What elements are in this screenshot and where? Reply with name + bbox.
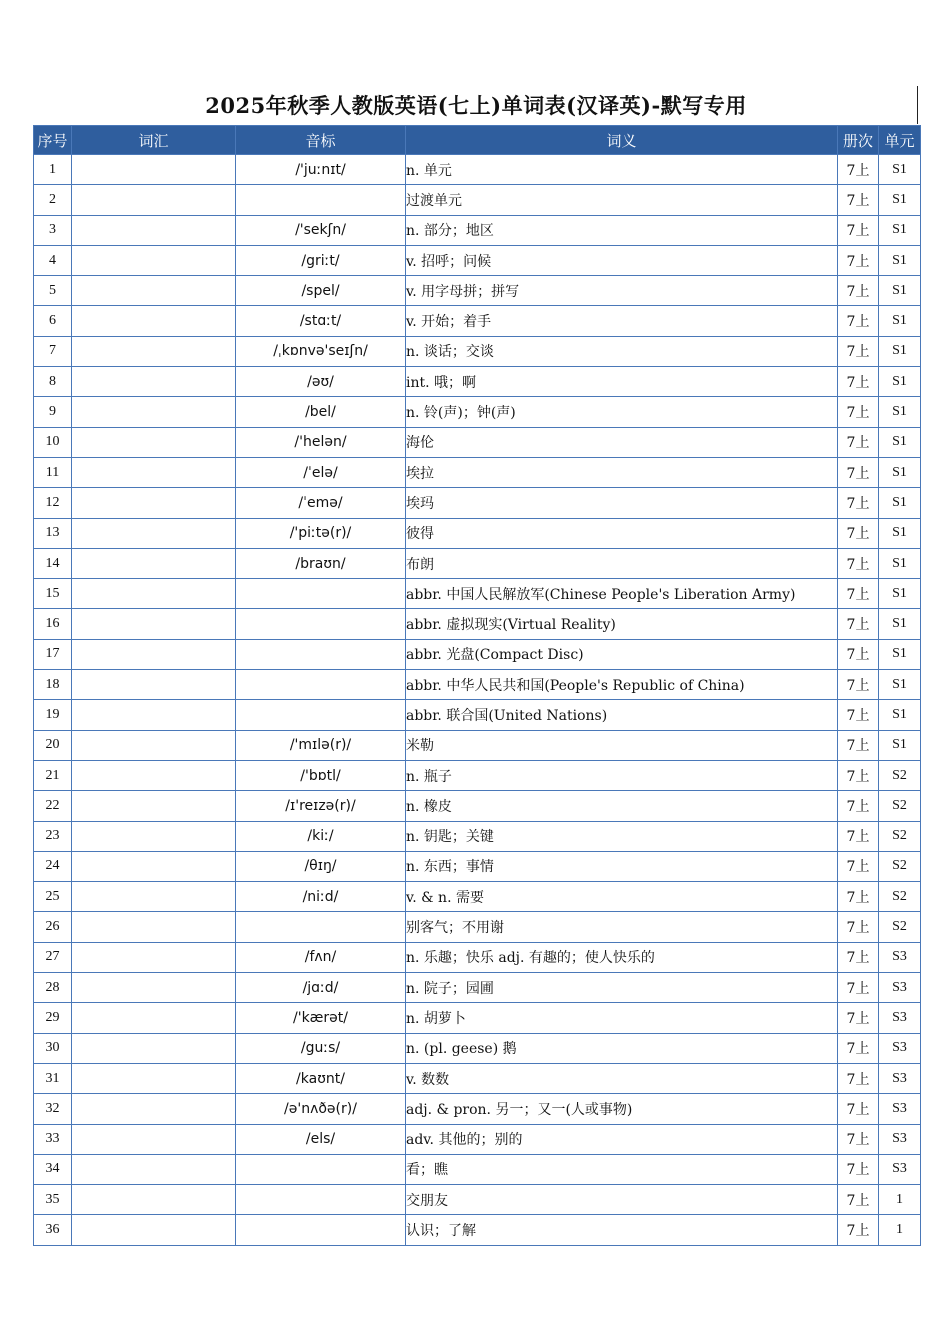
- book-cell: 7上: [838, 488, 879, 518]
- unit-cell: 1: [879, 1215, 921, 1245]
- meaning-cell: n. 单元: [406, 155, 838, 185]
- word-answer-cell[interactable]: [72, 760, 236, 790]
- book-cell: 7上: [838, 821, 879, 851]
- book-cell: 7上: [838, 791, 879, 821]
- book-cell: 7上: [838, 851, 879, 881]
- phonetic-cell: /guːs/: [236, 1033, 406, 1063]
- book-cell: 7上: [838, 397, 879, 427]
- table-row: [34, 639, 921, 669]
- book-cell: 7上: [838, 215, 879, 245]
- unit-cell: S3: [879, 942, 921, 972]
- unit-cell: S2: [879, 912, 921, 942]
- phonetic-cell: [236, 1154, 406, 1184]
- book-cell: 7上: [838, 427, 879, 457]
- title-divider: [917, 86, 918, 124]
- phonetic-cell: /'helən/: [236, 427, 406, 457]
- unit-cell: S1: [879, 306, 921, 336]
- meaning-cell: abbr. 虚拟现实(Virtual Reality): [406, 609, 838, 639]
- phonetic-cell: /braʊn/: [236, 548, 406, 578]
- unit-cell: S1: [879, 579, 921, 609]
- word-answer-cell[interactable]: [72, 882, 236, 912]
- row-number: 19: [34, 700, 72, 730]
- unit-cell: S1: [879, 215, 921, 245]
- unit-cell: S3: [879, 1154, 921, 1184]
- phonetic-cell: [236, 579, 406, 609]
- word-answer-cell[interactable]: [72, 942, 236, 972]
- unit-cell: S1: [879, 700, 921, 730]
- unit-cell: S1: [879, 336, 921, 366]
- phonetic-cell: /bel/: [236, 397, 406, 427]
- unit-cell: S1: [879, 367, 921, 397]
- meaning-cell: n. 瓶子: [406, 760, 838, 790]
- row-number: 10: [34, 427, 72, 457]
- table-row: [34, 973, 921, 1003]
- word-answer-cell[interactable]: [72, 397, 236, 427]
- unit-cell: S1: [879, 457, 921, 487]
- unit-cell: S1: [879, 488, 921, 518]
- unit-cell: S1: [879, 185, 921, 215]
- meaning-cell: n. 部分；地区: [406, 215, 838, 245]
- table-row: [34, 579, 921, 609]
- phonetic-cell: /fʌn/: [236, 942, 406, 972]
- table-row: [34, 670, 921, 700]
- meaning-cell: 米勒: [406, 730, 838, 760]
- table-row: [34, 821, 921, 851]
- word-answer-cell[interactable]: [72, 639, 236, 669]
- phonetic-cell: /kiː/: [236, 821, 406, 851]
- table-row: [34, 760, 921, 790]
- meaning-cell: abbr. 联合国(United Nations): [406, 700, 838, 730]
- word-answer-cell[interactable]: [72, 851, 236, 881]
- meaning-cell: abbr. 中华人民共和国(People's Republic of China): [406, 670, 838, 700]
- row-number: 13: [34, 518, 72, 548]
- book-cell: 7上: [838, 548, 879, 578]
- row-number: 1: [34, 155, 72, 185]
- book-cell: 7上: [838, 730, 879, 760]
- phonetic-cell: /ˈelə/: [236, 457, 406, 487]
- meaning-cell: v. & n. 需要: [406, 882, 838, 912]
- phonetic-cell: /ˌkɒnvə'seɪʃn/: [236, 336, 406, 366]
- word-answer-cell[interactable]: [72, 1124, 236, 1154]
- meaning-cell: n. 乐趣；快乐 adj. 有趣的；使人快乐的: [406, 942, 838, 972]
- row-number: 2: [34, 185, 72, 215]
- book-cell: 7上: [838, 1094, 879, 1124]
- word-answer-cell[interactable]: [72, 700, 236, 730]
- row-number: 33: [34, 1124, 72, 1154]
- table-row: [34, 1154, 921, 1184]
- phonetic-cell: /'mɪlə(r)/: [236, 730, 406, 760]
- row-number: 21: [34, 760, 72, 790]
- book-cell: 7上: [838, 579, 879, 609]
- row-number: 16: [34, 609, 72, 639]
- phonetic-cell: /'juːnɪt/: [236, 155, 406, 185]
- table-row: [34, 185, 921, 215]
- header-word: 词汇: [72, 126, 236, 155]
- table-row: [34, 730, 921, 760]
- book-cell: 7上: [838, 1003, 879, 1033]
- meaning-cell: 海伦: [406, 427, 838, 457]
- table-row: [34, 245, 921, 275]
- meaning-cell: adv. 其他的；别的: [406, 1124, 838, 1154]
- book-cell: 7上: [838, 518, 879, 548]
- phonetic-cell: /kaʊnt/: [236, 1063, 406, 1093]
- unit-cell: S1: [879, 245, 921, 275]
- book-cell: 7上: [838, 882, 879, 912]
- meaning-cell: n. 胡萝卜: [406, 1003, 838, 1033]
- book-cell: 7上: [838, 639, 879, 669]
- meaning-cell: 别客气；不用谢: [406, 912, 838, 942]
- row-number: 14: [34, 548, 72, 578]
- phonetic-cell: /niːd/: [236, 882, 406, 912]
- meaning-cell: n. 橡皮: [406, 791, 838, 821]
- phonetic-cell: /ˈemə/: [236, 488, 406, 518]
- phonetic-cell: /spel/: [236, 276, 406, 306]
- phonetic-cell: /'piːtə(r)/: [236, 518, 406, 548]
- word-answer-cell[interactable]: [72, 215, 236, 245]
- row-number: 9: [34, 397, 72, 427]
- row-number: 6: [34, 306, 72, 336]
- row-number: 27: [34, 942, 72, 972]
- word-answer-cell[interactable]: [72, 367, 236, 397]
- row-number: 26: [34, 912, 72, 942]
- phonetic-cell: [236, 185, 406, 215]
- phonetic-cell: [236, 639, 406, 669]
- book-cell: 7上: [838, 336, 879, 366]
- row-number: 4: [34, 245, 72, 275]
- table-row: [34, 700, 921, 730]
- table-row: [34, 882, 921, 912]
- row-number: 36: [34, 1215, 72, 1245]
- word-answer-cell[interactable]: [72, 609, 236, 639]
- phonetic-cell: /stɑːt/: [236, 306, 406, 336]
- word-answer-cell[interactable]: [72, 1215, 236, 1245]
- book-cell: 7上: [838, 1033, 879, 1063]
- phonetic-cell: /'sekʃn/: [236, 215, 406, 245]
- book-cell: 7上: [838, 973, 879, 1003]
- table-row: [34, 518, 921, 548]
- meaning-cell: 布朗: [406, 548, 838, 578]
- vocabulary-table: [33, 125, 921, 1246]
- row-number: 18: [34, 670, 72, 700]
- table-row: [34, 215, 921, 245]
- table-row: [34, 1094, 921, 1124]
- word-answer-cell[interactable]: [72, 306, 236, 336]
- word-answer-cell[interactable]: [72, 276, 236, 306]
- table-row: [34, 488, 921, 518]
- unit-cell: S2: [879, 882, 921, 912]
- unit-cell: S1: [879, 155, 921, 185]
- book-cell: 7上: [838, 609, 879, 639]
- book-cell: 7上: [838, 1124, 879, 1154]
- row-number: 7: [34, 336, 72, 366]
- word-answer-cell[interactable]: [72, 1063, 236, 1093]
- row-number: 29: [34, 1003, 72, 1033]
- row-number: 11: [34, 457, 72, 487]
- book-cell: 7上: [838, 1185, 879, 1215]
- meaning-cell: n. 院子；园圃: [406, 973, 838, 1003]
- word-answer-cell[interactable]: [72, 1154, 236, 1184]
- book-cell: 7上: [838, 367, 879, 397]
- word-answer-cell[interactable]: [72, 457, 236, 487]
- unit-cell: S2: [879, 760, 921, 790]
- book-cell: 7上: [838, 670, 879, 700]
- table-row: [34, 609, 921, 639]
- table-header-row: [34, 126, 921, 155]
- word-answer-cell[interactable]: [72, 791, 236, 821]
- unit-cell: S1: [879, 639, 921, 669]
- meaning-cell: v. 用字母拼；拼写: [406, 276, 838, 306]
- book-cell: 7上: [838, 306, 879, 336]
- meaning-cell: int. 哦；啊: [406, 367, 838, 397]
- header-no: 序号: [34, 126, 72, 155]
- unit-cell: S3: [879, 1033, 921, 1063]
- meaning-cell: n. (pl. geese) 鹅: [406, 1033, 838, 1063]
- table-row: [34, 457, 921, 487]
- word-answer-cell[interactable]: [72, 1033, 236, 1063]
- unit-cell: S2: [879, 791, 921, 821]
- meaning-cell: 埃玛: [406, 488, 838, 518]
- page-title: 2025年秋季人教版英语(七上)单词表(汉译英)-默写专用: [205, 93, 747, 118]
- phonetic-cell: /els/: [236, 1124, 406, 1154]
- meaning-cell: n. 铃(声)；钟(声): [406, 397, 838, 427]
- word-answer-cell[interactable]: [72, 1094, 236, 1124]
- word-answer-cell[interactable]: [72, 1185, 236, 1215]
- row-number: 32: [34, 1094, 72, 1124]
- header-meaning: 词义: [406, 126, 838, 155]
- table-row: [34, 306, 921, 336]
- meaning-cell: 埃拉: [406, 457, 838, 487]
- meaning-cell: 看；瞧: [406, 1154, 838, 1184]
- table-row: [34, 1003, 921, 1033]
- meaning-cell: 彼得: [406, 518, 838, 548]
- table-row: [34, 1215, 921, 1245]
- meaning-cell: v. 开始；着手: [406, 306, 838, 336]
- unit-cell: S1: [879, 548, 921, 578]
- book-cell: 7上: [838, 155, 879, 185]
- book-cell: 7上: [838, 912, 879, 942]
- unit-cell: S3: [879, 973, 921, 1003]
- book-cell: 7上: [838, 185, 879, 215]
- table-row: [34, 791, 921, 821]
- table-row: [34, 155, 921, 185]
- unit-cell: S2: [879, 821, 921, 851]
- meaning-cell: adj. & pron. 另一；又一(人或事物): [406, 1094, 838, 1124]
- word-answer-cell[interactable]: [72, 730, 236, 760]
- book-cell: 7上: [838, 700, 879, 730]
- phonetic-cell: [236, 912, 406, 942]
- phonetic-cell: /ɪ'reɪzə(r)/: [236, 791, 406, 821]
- row-number: 17: [34, 639, 72, 669]
- header-unit: 单元: [879, 126, 921, 155]
- row-number: 30: [34, 1033, 72, 1063]
- phonetic-cell: /θɪŋ/: [236, 851, 406, 881]
- table-row: [34, 942, 921, 972]
- row-number: 24: [34, 851, 72, 881]
- row-number: 20: [34, 730, 72, 760]
- table-row: [34, 1063, 921, 1093]
- table-row: [34, 1033, 921, 1063]
- book-cell: 7上: [838, 457, 879, 487]
- word-answer-cell[interactable]: [72, 488, 236, 518]
- unit-cell: S2: [879, 851, 921, 881]
- unit-cell: S1: [879, 609, 921, 639]
- unit-cell: S1: [879, 397, 921, 427]
- table-row: [34, 427, 921, 457]
- unit-cell: S1: [879, 730, 921, 760]
- word-answer-cell[interactable]: [72, 245, 236, 275]
- book-cell: 7上: [838, 1215, 879, 1245]
- table-row: [34, 851, 921, 881]
- unit-cell: 1: [879, 1185, 921, 1215]
- book-cell: 7上: [838, 760, 879, 790]
- word-answer-cell[interactable]: [72, 821, 236, 851]
- row-number: 23: [34, 821, 72, 851]
- unit-cell: S3: [879, 1003, 921, 1033]
- word-answer-cell[interactable]: [72, 155, 236, 185]
- row-number: 8: [34, 367, 72, 397]
- row-number: 3: [34, 215, 72, 245]
- word-answer-cell[interactable]: [72, 1003, 236, 1033]
- table-row: [34, 912, 921, 942]
- unit-cell: S3: [879, 1124, 921, 1154]
- phonetic-cell: /jɑːd/: [236, 973, 406, 1003]
- word-answer-cell[interactable]: [72, 973, 236, 1003]
- table-row: [34, 1124, 921, 1154]
- meaning-cell: v. 数数: [406, 1063, 838, 1093]
- word-answer-cell[interactable]: [72, 670, 236, 700]
- book-cell: 7上: [838, 245, 879, 275]
- book-cell: 7上: [838, 1063, 879, 1093]
- row-number: 15: [34, 579, 72, 609]
- row-number: 22: [34, 791, 72, 821]
- word-answer-cell[interactable]: [72, 336, 236, 366]
- meaning-cell: 认识；了解: [406, 1215, 838, 1245]
- header-book: 册次: [838, 126, 879, 155]
- word-answer-cell[interactable]: [72, 185, 236, 215]
- book-cell: 7上: [838, 942, 879, 972]
- phonetic-cell: /'bɒtl/: [236, 760, 406, 790]
- word-answer-cell[interactable]: [72, 427, 236, 457]
- meaning-cell: n. 钥匙；关键: [406, 821, 838, 851]
- word-answer-cell[interactable]: [72, 579, 236, 609]
- phonetic-cell: [236, 670, 406, 700]
- table-row: [34, 367, 921, 397]
- unit-cell: S1: [879, 276, 921, 306]
- table-row: [34, 548, 921, 578]
- phonetic-cell: [236, 609, 406, 639]
- meaning-cell: 过渡单元: [406, 185, 838, 215]
- word-answer-cell[interactable]: [72, 548, 236, 578]
- unit-cell: S1: [879, 518, 921, 548]
- unit-cell: S1: [879, 670, 921, 700]
- row-number: 31: [34, 1063, 72, 1093]
- row-number: 5: [34, 276, 72, 306]
- unit-cell: S3: [879, 1063, 921, 1093]
- meaning-cell: n. 东西；事情: [406, 851, 838, 881]
- row-number: 35: [34, 1185, 72, 1215]
- word-answer-cell[interactable]: [72, 912, 236, 942]
- meaning-cell: abbr. 中国人民解放军(Chinese People's Liberation Army): [406, 579, 838, 609]
- table-row: [34, 397, 921, 427]
- phonetic-cell: /ə'nʌðə(r)/: [236, 1094, 406, 1124]
- table-row: [34, 336, 921, 366]
- book-cell: 7上: [838, 1154, 879, 1184]
- phonetic-cell: [236, 700, 406, 730]
- phonetic-cell: /əʊ/: [236, 367, 406, 397]
- table-row: [34, 276, 921, 306]
- row-number: 25: [34, 882, 72, 912]
- unit-cell: S3: [879, 1094, 921, 1124]
- meaning-cell: abbr. 光盘(Compact Disc): [406, 639, 838, 669]
- meaning-cell: v. 招呼；问候: [406, 245, 838, 275]
- meaning-cell: n. 谈话；交谈: [406, 336, 838, 366]
- phonetic-cell: /'kærət/: [236, 1003, 406, 1033]
- phonetic-cell: [236, 1215, 406, 1245]
- word-answer-cell[interactable]: [72, 518, 236, 548]
- row-number: 12: [34, 488, 72, 518]
- row-number: 28: [34, 973, 72, 1003]
- phonetic-cell: [236, 1185, 406, 1215]
- meaning-cell: 交朋友: [406, 1185, 838, 1215]
- row-number: 34: [34, 1154, 72, 1184]
- phonetic-cell: /griːt/: [236, 245, 406, 275]
- book-cell: 7上: [838, 276, 879, 306]
- unit-cell: S1: [879, 427, 921, 457]
- table-row: [34, 1185, 921, 1215]
- header-ipa: 音标: [236, 126, 406, 155]
